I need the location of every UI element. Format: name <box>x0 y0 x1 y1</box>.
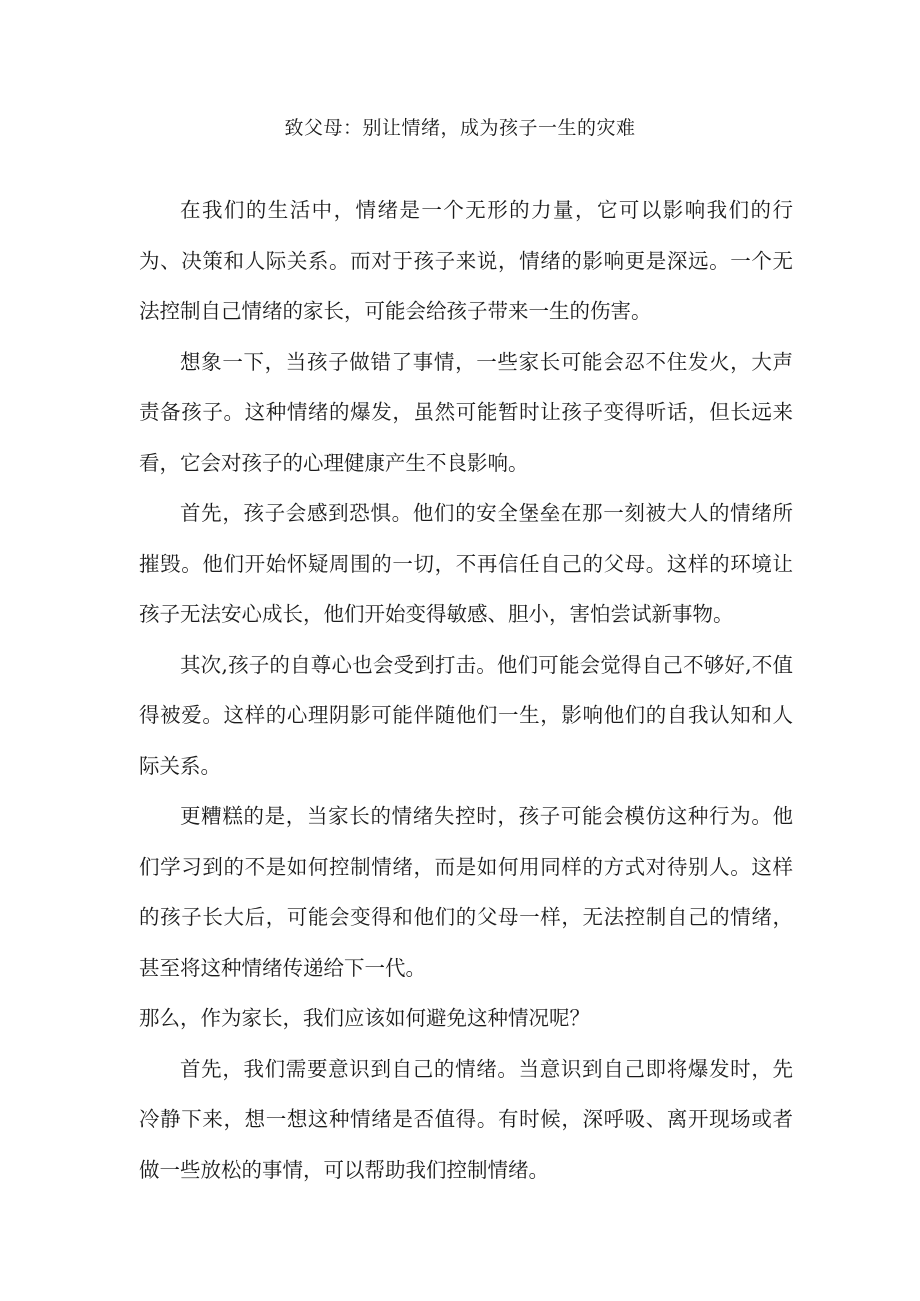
document-body <box>139 185 793 1195</box>
paragraph-awareness: 首先，我们需要意识到自己的情绪。当意识到自己即将爆发时，先冷静下来，想一想这种情绪是否值得。有时候，深呼吸、离开现场或者做一些放松的事情，可以帮助我们控制情绪。 <box>139 1056 793 1182</box>
document-title: 致父母：别让情绪，成为孩子一生的灾难 <box>284 117 636 139</box>
paragraph-fear: 首先，孩子会感到恐惧。他们的安全堡垒在那一刻被大人的情绪所摧毁。他们开始怀疑周围的一切，不再信任自己的父母。这样的环境让孩子无法安心成长，他们开始变得敏感、胆小，害怕尝试新事物。 <box>139 501 793 626</box>
paragraph-intro: 在我们的生活中，情绪是一个无形的力量，它可以影响我们的行为、决策和人际关系。而对于孩子来说，情绪的影响更是深远。一个无法控制自己情绪的家长，可能会给孩子带来一生的伤害。 <box>139 198 793 323</box>
paragraph-imitation: 更糟糕的是，当家长的情绪失控时，孩子可能会模仿这种行为。他们学习到的不是如何控制情绪，而是如何用同样的方式对待别人。这样的孩子长大后，可能会变得和他们的父母一样，无法控制自己的情绪，甚至将这种情绪传递给下一代。 <box>139 804 793 980</box>
paragraph-scenario: 想象一下，当孩子做错了事情，一些家长可能会忍不住发火，大声责备孩子。这种情绪的爆发，虽然可能暂时让孩子变得听话，但长远来看，它会对孩子的心理健康产生不良影响。 <box>139 349 793 475</box>
paragraph-self-esteem: 其次,孩子的自尊心也会受到打击。他们可能会觉得自己不够好,不值得被爱。这样的心理阴影可能伴随他们一生，影响他们的自我认知和人际关系。 <box>139 652 793 778</box>
paragraph-question: 那么，作为家长，我们应该如何避免这种情况呢？ <box>139 1006 590 1030</box>
